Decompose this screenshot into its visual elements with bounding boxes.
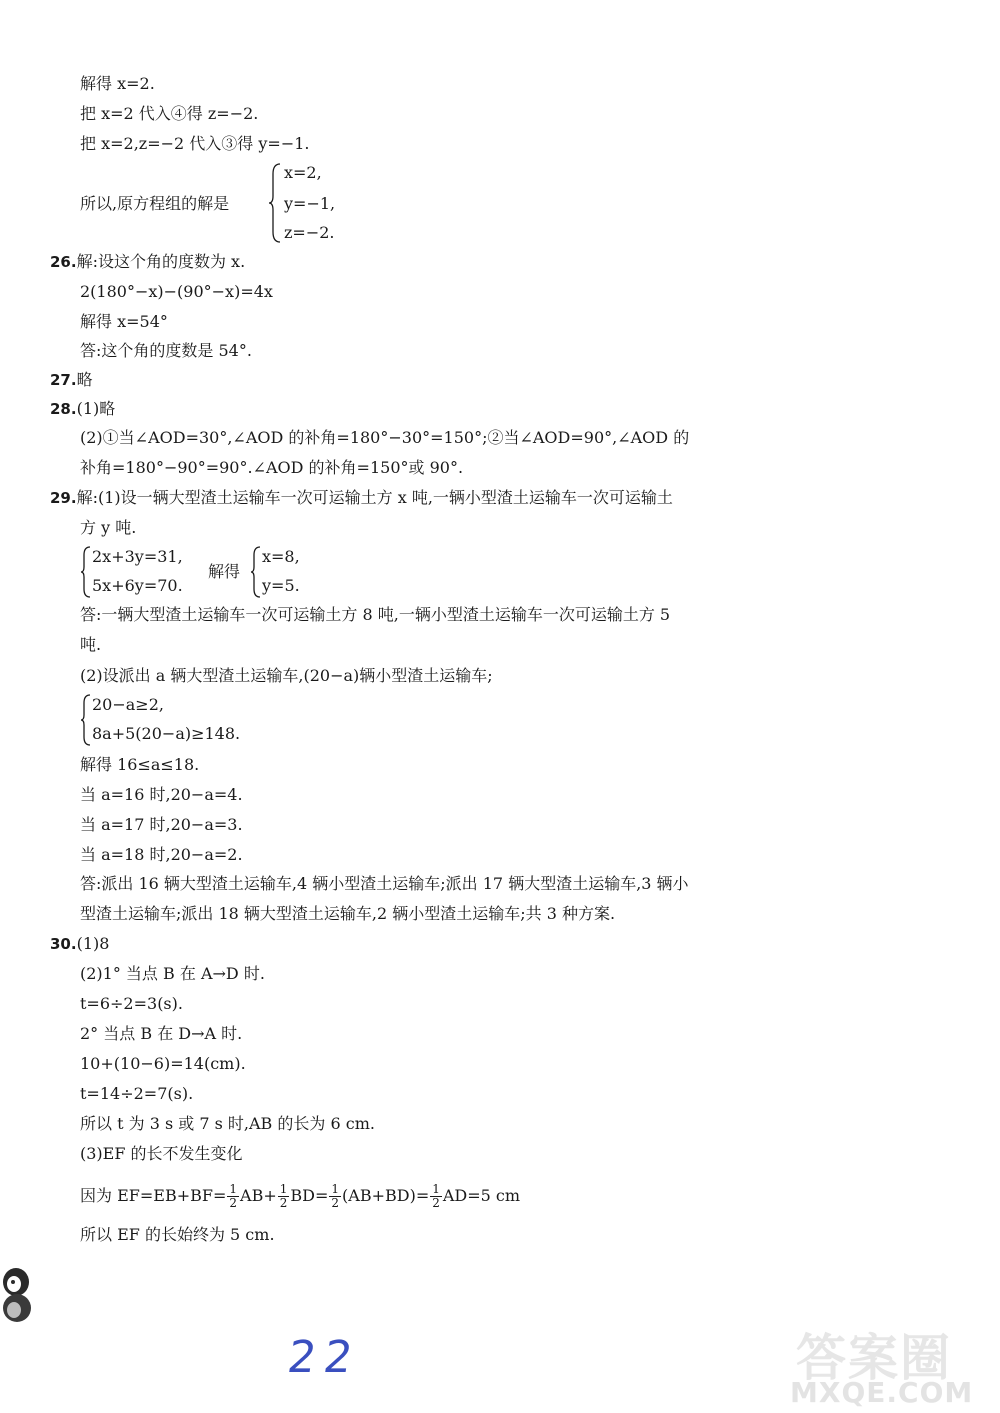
fraction-denominator: 2 [279,1196,288,1210]
equation: y=5. [262,576,300,595]
text-line: 所以 t 为 3 s 或 7 s 时,AB 的长为 6 cm. [80,1114,375,1133]
fraction [430,1183,442,1210]
equation-part: AD=5 cm [442,1186,521,1205]
text-line: 解得 x=2. [80,74,155,93]
question-30 [50,933,109,955]
text-line: 补角=180°−90°=90°.∠AOD 的补角=150°或 90°. [80,458,464,477]
question-28 [50,398,115,420]
text-line: 当 a=18 时,20−a=2. [80,845,243,864]
text-line: t=14÷2=7(s). [80,1084,194,1103]
text-line: 所以 EF 的长始终为 5 cm. [80,1225,275,1244]
question-text: 解:设这个角的度数为 x. [76,252,246,271]
text-line: 解得 x=54° [80,312,168,331]
left-brace-icon [268,162,282,244]
mascot-icon [2,1262,32,1326]
text-line: 解得 16≤a≤18. [80,755,200,774]
text-line: 型渣土运输车;派出 18 辆大型渣土运输车,2 辆小型渣土运输车;共 3 种方案. [80,904,616,923]
text-line: 2° 当点 B 在 D→A 时. [80,1024,243,1043]
equation-part: 因为 EF=EB+BF= [80,1186,227,1205]
question-number: 27. [50,371,77,389]
equation: x=8, [262,547,300,566]
fraction-denominator: 2 [432,1196,440,1210]
text-line: (3)EF 的长不发生变化 [80,1144,243,1163]
question-text: 略 [76,370,93,389]
text-line: 所以,原方程组的解是 [80,194,230,213]
equation: 20−a≥2, [92,695,164,714]
question-number: 26. [50,253,77,271]
question-number: 29. [50,489,77,507]
left-brace-icon [80,545,92,599]
text-line: 当 a=17 时,20−a=3. [80,815,243,834]
question-text: (1)略 [76,399,116,418]
fraction [329,1183,341,1210]
text-line: 2(180°−x)−(90°−x)=4x [80,282,273,301]
text-line: t=6÷2=3(s). [80,994,183,1013]
equation: 8a+5(20−a)≥148. [92,724,241,743]
text-line: 把 x=2,z=−2 代入③得 y=−1. [80,134,310,153]
question-29 [50,487,673,509]
watermark-url: MXQE.COM [790,1376,974,1409]
text-line: 解得 [208,562,241,581]
text-line: (2)设派出 a 辆大型渣土运输车,(20−a)辆小型渣土运输车; [80,666,493,685]
text-line: 吨. [80,635,102,654]
fraction-numerator: 1 [432,1182,440,1196]
text-line: (2)①当∠AOD=30°,∠AOD 的补角=180°−30°=150°;②当∠AOD=90°,∠AOD 的 [80,428,690,447]
text-line: (2)1° 当点 B 在 A→D 时. [80,964,265,983]
handwritten-page-number: 22 [284,1332,364,1383]
fraction-denominator: 2 [331,1196,340,1210]
text-line: 答:一辆大型渣土运输车一次可运输土方 8 吨,一辆小型渣土运输车一次可运输土方 5 [80,605,671,624]
fraction-equation-line [80,1182,520,1210]
question-text: (1)8 [76,934,110,953]
question-text: 解:(1)设一辆大型渣土运输车一次可运输土方 x 吨,一辆小型渣土运输车一次可运输土 [76,488,673,507]
fraction-numerator: 1 [279,1182,288,1196]
fraction-numerator: 1 [331,1182,340,1196]
fraction [227,1183,239,1210]
text-line: 方 y 吨. [80,518,137,537]
equation-part: AB+ [240,1186,277,1205]
fraction-numerator: 1 [229,1182,238,1196]
text-line: 把 x=2 代入④得 z=−2. [80,104,259,123]
question-27 [50,369,93,391]
left-brace-icon [80,693,92,747]
equation: z=−2. [284,223,335,242]
equation: 5x+6y=70. [92,576,183,595]
text-line: 答:这个角的度数是 54°. [80,341,252,360]
question-number: 30. [50,935,77,953]
equation: x=2, [284,163,322,182]
equation: 2x+3y=31, [92,547,183,566]
question-26 [50,251,245,273]
watermark-logo: 答案圈 [796,1329,952,1387]
left-brace-icon [250,545,262,599]
fraction-denominator: 2 [229,1196,238,1210]
equation-part: BD= [290,1186,329,1205]
text-line: 当 a=16 时,20−a=4. [80,785,243,804]
equation-part: (AB+BD)= [342,1186,430,1205]
text-line: 答:派出 16 辆大型渣土运输车,4 辆小型渣土运输车;派出 17 辆大型渣土运输车,3 辆小 [80,874,689,893]
question-number: 28. [50,400,77,418]
text-line: 10+(10−6)=14(cm). [80,1054,246,1073]
equation: y=−1, [284,194,336,213]
fraction [278,1183,290,1210]
